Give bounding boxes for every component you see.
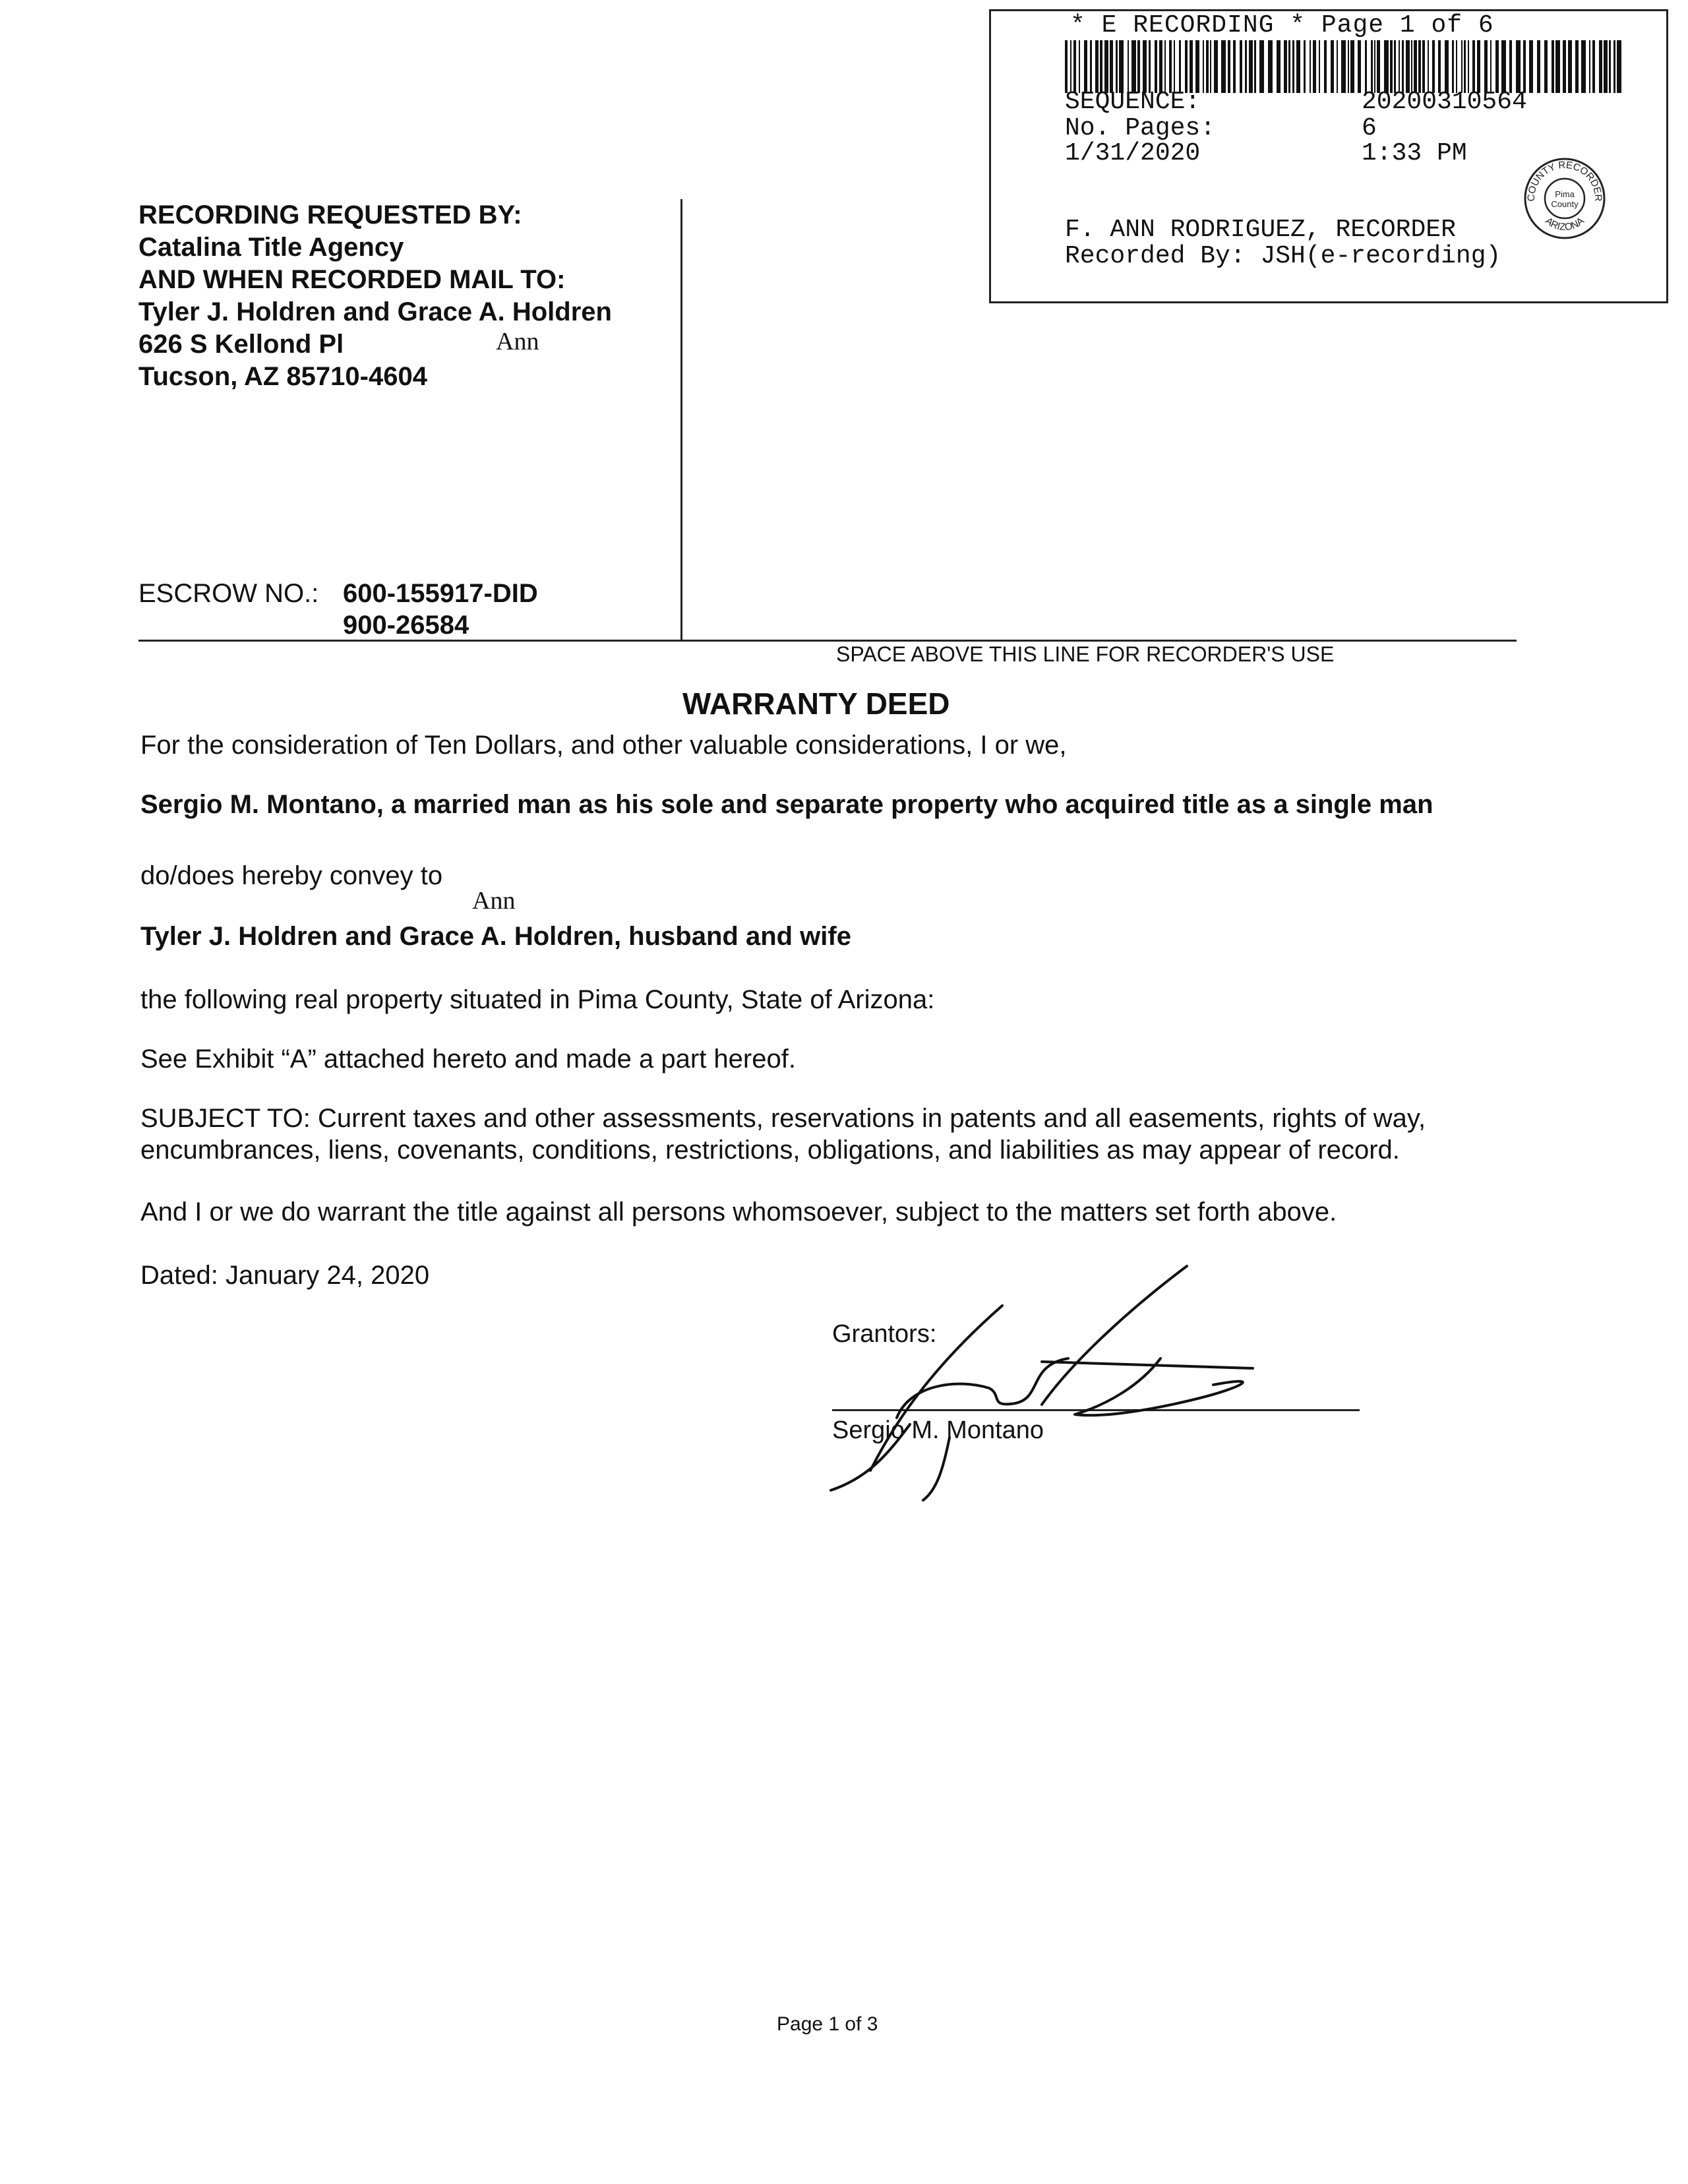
escrow-number-1: 600-155917-DID (343, 579, 538, 608)
grantor-signature (791, 1253, 1385, 1503)
recording-time: 1:33 PM (1362, 139, 1467, 167)
escrow-number-2: 900-26584 (343, 611, 469, 640)
mail-to-name: Tyler J. Holdren and Grace A. Holdren (138, 297, 612, 326)
sequence-label: SEQUENCE: (1065, 88, 1201, 116)
seal-center-2: County (1551, 199, 1579, 209)
grantor-text: Sergio M. Montano, a married man as his sole and separate property who acquired title as a single man (140, 790, 1433, 819)
recorder-name: F. ANN RODRIGUEZ, RECORDER (1065, 216, 1456, 244)
mail-to-address: 626 S Kellond Pl (138, 330, 344, 359)
requested-by-label: RECORDING REQUESTED BY: (138, 200, 522, 229)
vertical-divider (680, 199, 682, 640)
handwritten-correction: Ann (496, 328, 539, 355)
barcode (1065, 40, 1623, 93)
pages-value: 6 (1362, 114, 1377, 142)
warrant-text: And I or we do warrant the title against all persons whomsoever, subject to the matters set forth above. (140, 1198, 1337, 1227)
exhibit-text: See Exhibit “A” attached hereto and made a part hereof. (140, 1045, 796, 1074)
mail-to-label: AND WHEN RECORDED MAIL TO: (138, 265, 566, 294)
escrow-label: ESCROW NO.: (138, 579, 319, 608)
pages-label: No. Pages: (1065, 114, 1216, 142)
subject-to-line-1: SUBJECT TO: Current taxes and other assessments, reservations in patents and all easements, rights of way, (140, 1104, 1426, 1133)
seal-bottom-text: ARIZONA (1543, 215, 1586, 233)
dated-text: Dated: January 24, 2020 (140, 1261, 430, 1290)
mail-to-city: Tucson, AZ 85710-4604 (138, 362, 427, 391)
page-footer: Page 1 of 3 (777, 2013, 878, 2035)
grantee-text: Tyler J. Holdren and Grace A. Holdren, husband and wife (140, 922, 851, 951)
title-agency: Catalina Title Agency (138, 233, 404, 262)
recorded-by: Recorded By: JSH(e-recording) (1065, 242, 1501, 270)
deed-title: WARRANTY DEED (682, 686, 950, 721)
recorder-stamp (989, 9, 1668, 303)
county-seal-icon (1522, 156, 1607, 241)
seal-center-1: Pima (1555, 189, 1575, 199)
grantor-name-under-line: Sergio M. Montano (832, 1416, 1044, 1444)
grantors-label: Grantors: (832, 1320, 937, 1348)
subject-to-line-2: encumbrances, liens, covenants, conditions, restrictions, obligations, and liabilities as may appear of record. (140, 1136, 1400, 1165)
property-text: the following real property situated in Pima County, State of Arizona: (140, 985, 935, 1014)
recorder-use-line (138, 640, 1517, 642)
convey-text: do/does hereby convey to (140, 861, 443, 890)
recorder-use-note: SPACE ABOVE THIS LINE FOR RECORDER'S USE (836, 642, 1335, 666)
recording-date: 1/31/2020 (1065, 139, 1201, 167)
sequence-value: 20200310564 (1362, 88, 1527, 116)
handwritten-correction-2: Ann (472, 887, 516, 915)
consideration-text: For the consideration of Ten Dollars, and other valuable considerations, I or we, (140, 731, 1067, 760)
seal-top-text: COUNTY RECORDER (1525, 159, 1604, 202)
stamp-header: * E RECORDING * Page 1 of 6 (1070, 11, 1494, 40)
